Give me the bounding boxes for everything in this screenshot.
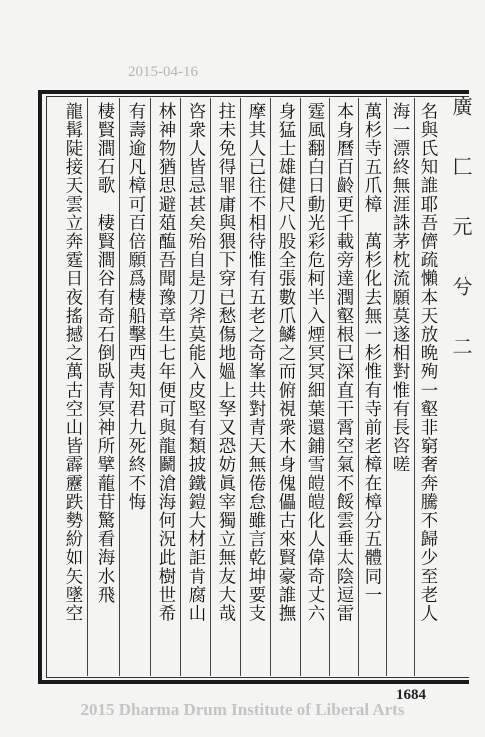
- column-rule: [386, 98, 387, 676]
- text-column: 海一漂終無涯誅茅枕流願莫遂相對惟有長咨嗟: [389, 102, 409, 474]
- text-column: 霆風翻白日動光彩危柯半入煙冥冥細葉還鋪雪皚皚化人偉奇丈六: [304, 102, 324, 623]
- text-column: 本身曆百齡更千載旁達潤壑根已深直干霄空氣不餒雲垂太陰逗雷: [333, 102, 353, 623]
- column-rule: [87, 98, 88, 676]
- text-column: 龍髯陡接天雲立奔霆日夜搖撼之萬古空山皆霹靂跌勢紛如矢墜空: [62, 102, 82, 623]
- column-rule: [329, 98, 330, 676]
- text-column: 林神物猶思避葅醢吾聞豫章生七年便可與龍鬬滄海何況此樹世希: [155, 102, 175, 623]
- column-rule: [300, 98, 301, 676]
- column-rule: [240, 98, 241, 676]
- column-rule: [180, 98, 181, 676]
- text-column: 身猛士雄健尺八股全張數爪鱗之而俯視衆木身傀儡古來賢豪誰撫: [275, 102, 295, 623]
- column-rule: [270, 98, 271, 676]
- column-rule: [358, 98, 359, 676]
- column-rule: [210, 98, 211, 676]
- margin-header: 廣 匚 元 兮 二: [449, 96, 473, 364]
- text-column: 名與氏知誰耶吾儕疏懶本天放晩殉一壑非窮奢奔騰不歸少至老人: [417, 102, 437, 623]
- text-column: 拄未免得罪庸與猥下穿已愁傷地媼上孥又恐妨眞宰獨立無友大哉: [215, 102, 235, 623]
- text-column: 摩其人已往不相待惟有五老之奇峯共對青天無倦怠雖言乾坤要支: [245, 102, 265, 623]
- text-column: 萬杉寺五爪樟 萬杉化去無一杉惟有寺前老樟在樟分五體同一: [361, 102, 381, 605]
- text-column: 有壽逾凡樟可百倍願爲棲船擊西夷知君九死終不悔: [125, 102, 145, 512]
- column-rule: [150, 98, 151, 676]
- text-column: 咨衆人皆忌甚矣殆自是刀斧莫能入皮堅有類披鐵鎧大材詎肯腐山: [185, 102, 205, 623]
- column-rule: [119, 98, 120, 676]
- column-rule: [414, 98, 415, 676]
- page-number: 1684: [396, 687, 426, 703]
- date-stamp: 2015-04-16: [128, 64, 198, 80]
- text-column: 棲賢澗石歌 棲賢澗谷有奇石倒臥青冥神所擘蘢苷驚看海水飛: [94, 102, 114, 605]
- watermark: 2015 Dharma Drum Institute of Liberal Arts: [80, 700, 405, 719]
